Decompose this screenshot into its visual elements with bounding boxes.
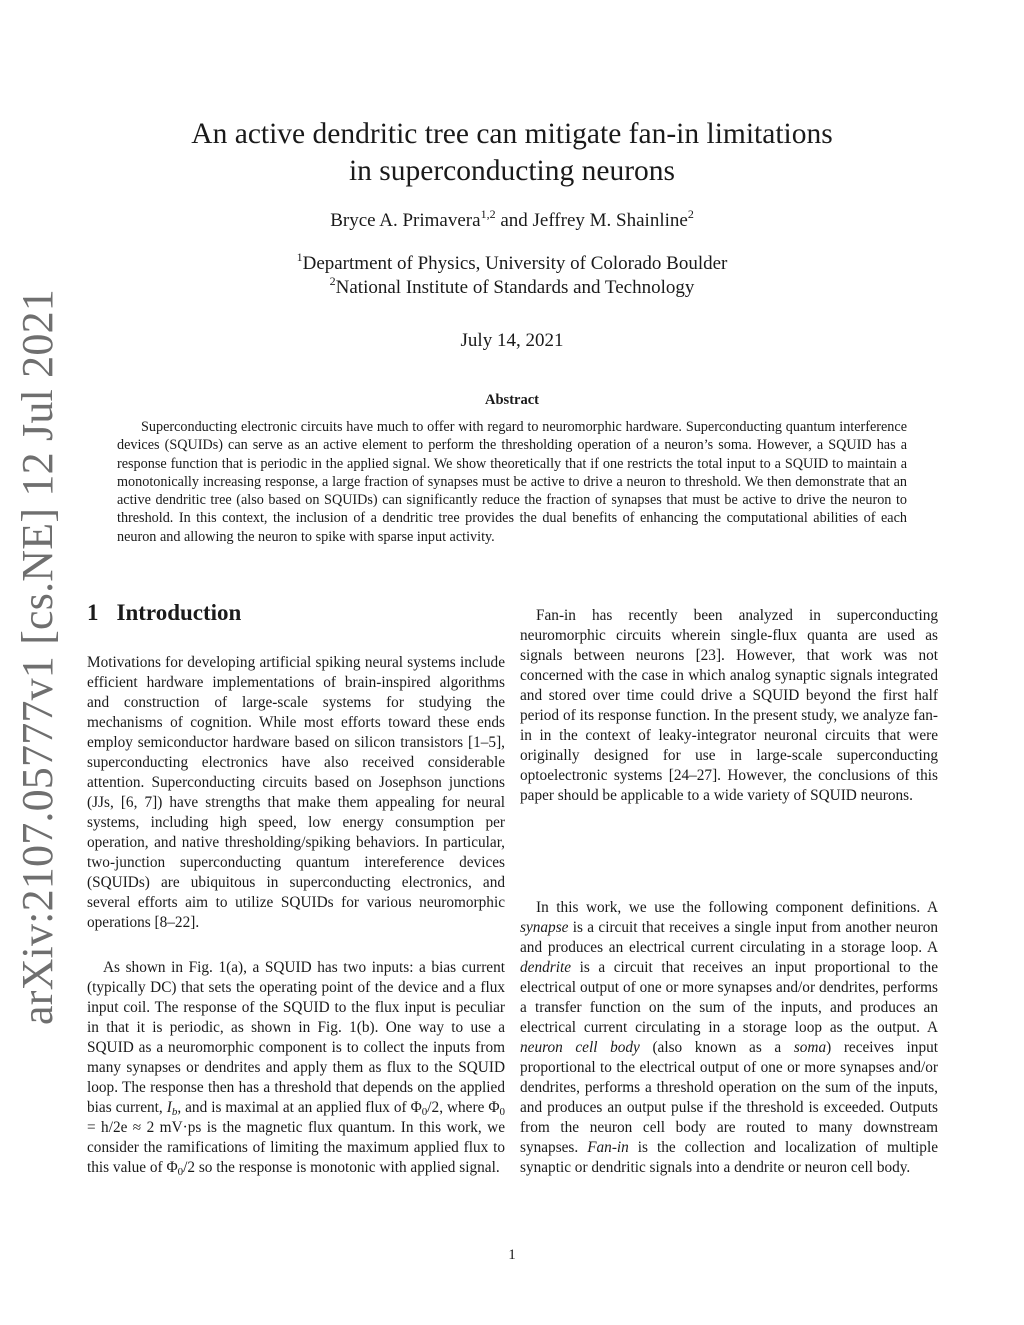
affiliation-1-mark: 1 xyxy=(296,250,303,264)
left-column-top xyxy=(87,653,505,933)
paragraph-squid-text-3: /2, where Φ xyxy=(427,1099,500,1116)
publication-date: July 14, 2021 xyxy=(460,330,564,351)
abstract-body: Superconducting electronic circuits have much to offer with regard to neuromorphic hardware. Superconducting quantum interference devices (SQUIDs) can serve as an active element to perform the thresholding operation of a neuron’s soma. However, a SQUID has a response function that is periodic in the applied signal. We show theoretically that if one restricts the total input to a SQUID to maintain a monotonically increasing response, a large fraction of synapses must be active to drive a neuron to threshold. We then demonstrate that an active dendritic tree (also based on SQUIDs) can significantly reduce the fraction of synapses that must be active to drive the neuron to threshold. In this context, the inclusion of a dendritic tree provides the dual benefits of enhancing the computational abilities of each neuron and allowing the neuron to spike with sparse input activity. xyxy=(117,419,907,545)
bias-current-subscript: b xyxy=(171,1106,178,1118)
definitions-text-5: ) receives input proportional to the electrical output of one or more synapses and/or dendrites, performs a threshold operation on the sum of the inputs, and produces an output pulse if the threshold is exceeded. Outputs from the neuron cell body are routed to many downstream synapses. xyxy=(520,1039,939,1156)
term-neuron-cell-body: neuron cell body xyxy=(520,1039,640,1056)
paragraph-squid-text-1: As shown in Fig. 1(a), a SQUID has two inputs: a bias current (typically DC) that sets the operating point of the device and a flux input coil. The response of the SQUID to the flux input is peculiar in that it is periodic, as shown in Fig. 1(b). One way to use a SQUID as a neuromorphic component is to collect the inputs from many synapses or dendrites and apply them as flux to the SQUID loop. The response then has a threshold that depends on the applied bias current, xyxy=(87,959,505,1116)
definitions-text-4: (also known as a xyxy=(639,1039,794,1056)
author-shainline-affiliation-mark: 2 xyxy=(687,207,694,221)
affiliation-2-mark: 2 xyxy=(329,274,336,288)
left-column-bottom xyxy=(87,958,505,1178)
definitions-text-3: is a circuit that receives an input proportional to the electrical output of one or more synapses and/or dendrites, performs a transfer function on the sum of the inputs, and produces an electrical current circulating in a storage loop as the output. A xyxy=(520,959,938,1036)
section-heading-introduction xyxy=(87,598,241,628)
page-number: 1 xyxy=(508,1247,516,1263)
affiliation-1 xyxy=(120,252,904,276)
paragraph-squid-text-4: = h/2e ≈ 2 mV·ps is the magnetic flux quantum. In this work, we consider the ramifications of limiting the maximum applied flux to this value of Φ xyxy=(87,1119,505,1176)
affiliation-1-text: Department of Physics, University of Colorado Boulder xyxy=(302,253,728,274)
title-line-2: in superconducting neurons xyxy=(348,155,676,187)
right-column-top xyxy=(520,606,938,806)
paper-title xyxy=(120,116,904,190)
flux-quantum-subscript-1: 0 xyxy=(421,1106,428,1118)
paragraph-definitions xyxy=(520,898,938,1178)
term-dendrite: dendrite xyxy=(520,959,571,976)
bias-current-letter: I xyxy=(166,1099,172,1116)
affiliation-2 xyxy=(120,276,904,300)
bias-current-symbol xyxy=(167,1099,178,1116)
arxiv-identifier: arXiv:2107.05777v1 [cs.NE] 12 Jul 2021 xyxy=(13,289,62,1025)
paragraph-squid-inputs xyxy=(87,958,505,1178)
paragraph-squid-text-5: /2 so the response is monotonic with applied signal. xyxy=(183,1159,500,1176)
title-line-1: An active dendritic tree can mitigate fan-in limitations xyxy=(191,118,833,150)
definitions-text-6: is the collection and localization of multiple synaptic or dendritic signals into a dendrite or neuron cell body. xyxy=(520,1139,938,1176)
author-conjunction: and xyxy=(495,210,533,231)
author-primavera-affiliation-marks: 1,2 xyxy=(480,207,496,221)
author-list xyxy=(120,208,904,234)
author-primavera: Bryce A. Primavera xyxy=(330,210,481,231)
term-synapse: synapse xyxy=(520,919,569,936)
author-shainline: Jeffrey M. Shainline xyxy=(532,210,688,231)
paragraph-fan-in-analysis: Fan-in has recently been analyzed in superconducting neuromorphic circuits wherein single-flux quanta are used as signals between neurons [23]. However, that work was not concerned with the case in which analog synaptic signals integrated and stored over time could drive a SQUID beyond the first half period of its response function. In the present study, we analyze fan-in in the context of leaky-integrator neuronal circuits that were originally designed for use in large-scale superconducting optoelectronic systems [24–27]. However, the conclusions of this paper should be applicable to a wide variety of SQUID neurons. xyxy=(520,607,938,804)
flux-quantum-subscript-3: 0 xyxy=(177,1166,184,1178)
definitions-text-1: In this work, we use the following component definitions. A xyxy=(536,899,938,916)
paragraph-motivations: Motivations for developing artificial spiking neural systems include efficient hardware implementations of brain-inspired algorithms and construction of large-scale systems for studying the mechanisms of cognition. While most efforts toward these ends employ semiconductor hardware based on silicon transistors [1–5], superconducting electronics have also received considerable attention. Superconducting circuits based on Josephson junctions (JJs, [6, 7]) have strengths that make them appealing for neural systems, including high speed, low energy consumption per operation, and native thresholding/spiking behaviors. In particular, two-junction superconducting quantum intereference devices (SQUIDs) are ubiquitous in superconducting electronics, and several efforts aim to utilize SQUIDs for various neuromorphic operations [8–22]. xyxy=(87,654,505,931)
flux-quantum-subscript-2: 0 xyxy=(499,1106,506,1118)
definitions-text-2: is a circuit that receives a single input from another neuron and produces an electrical current circulating in a storage loop. A xyxy=(520,919,938,956)
affiliations xyxy=(120,252,904,300)
term-soma: soma xyxy=(793,1039,827,1056)
right-column-bottom xyxy=(520,898,938,1178)
paragraph-squid-text-2: , and is maximal at an applied flux of Φ xyxy=(177,1099,422,1116)
abstract-heading: Abstract xyxy=(485,392,539,408)
term-fan-in: Fan-in xyxy=(587,1139,629,1156)
affiliation-2-text: National Institute of Standards and Technology xyxy=(335,277,695,298)
section-title: Introduction xyxy=(116,600,242,625)
section-number: 1 xyxy=(87,600,99,625)
